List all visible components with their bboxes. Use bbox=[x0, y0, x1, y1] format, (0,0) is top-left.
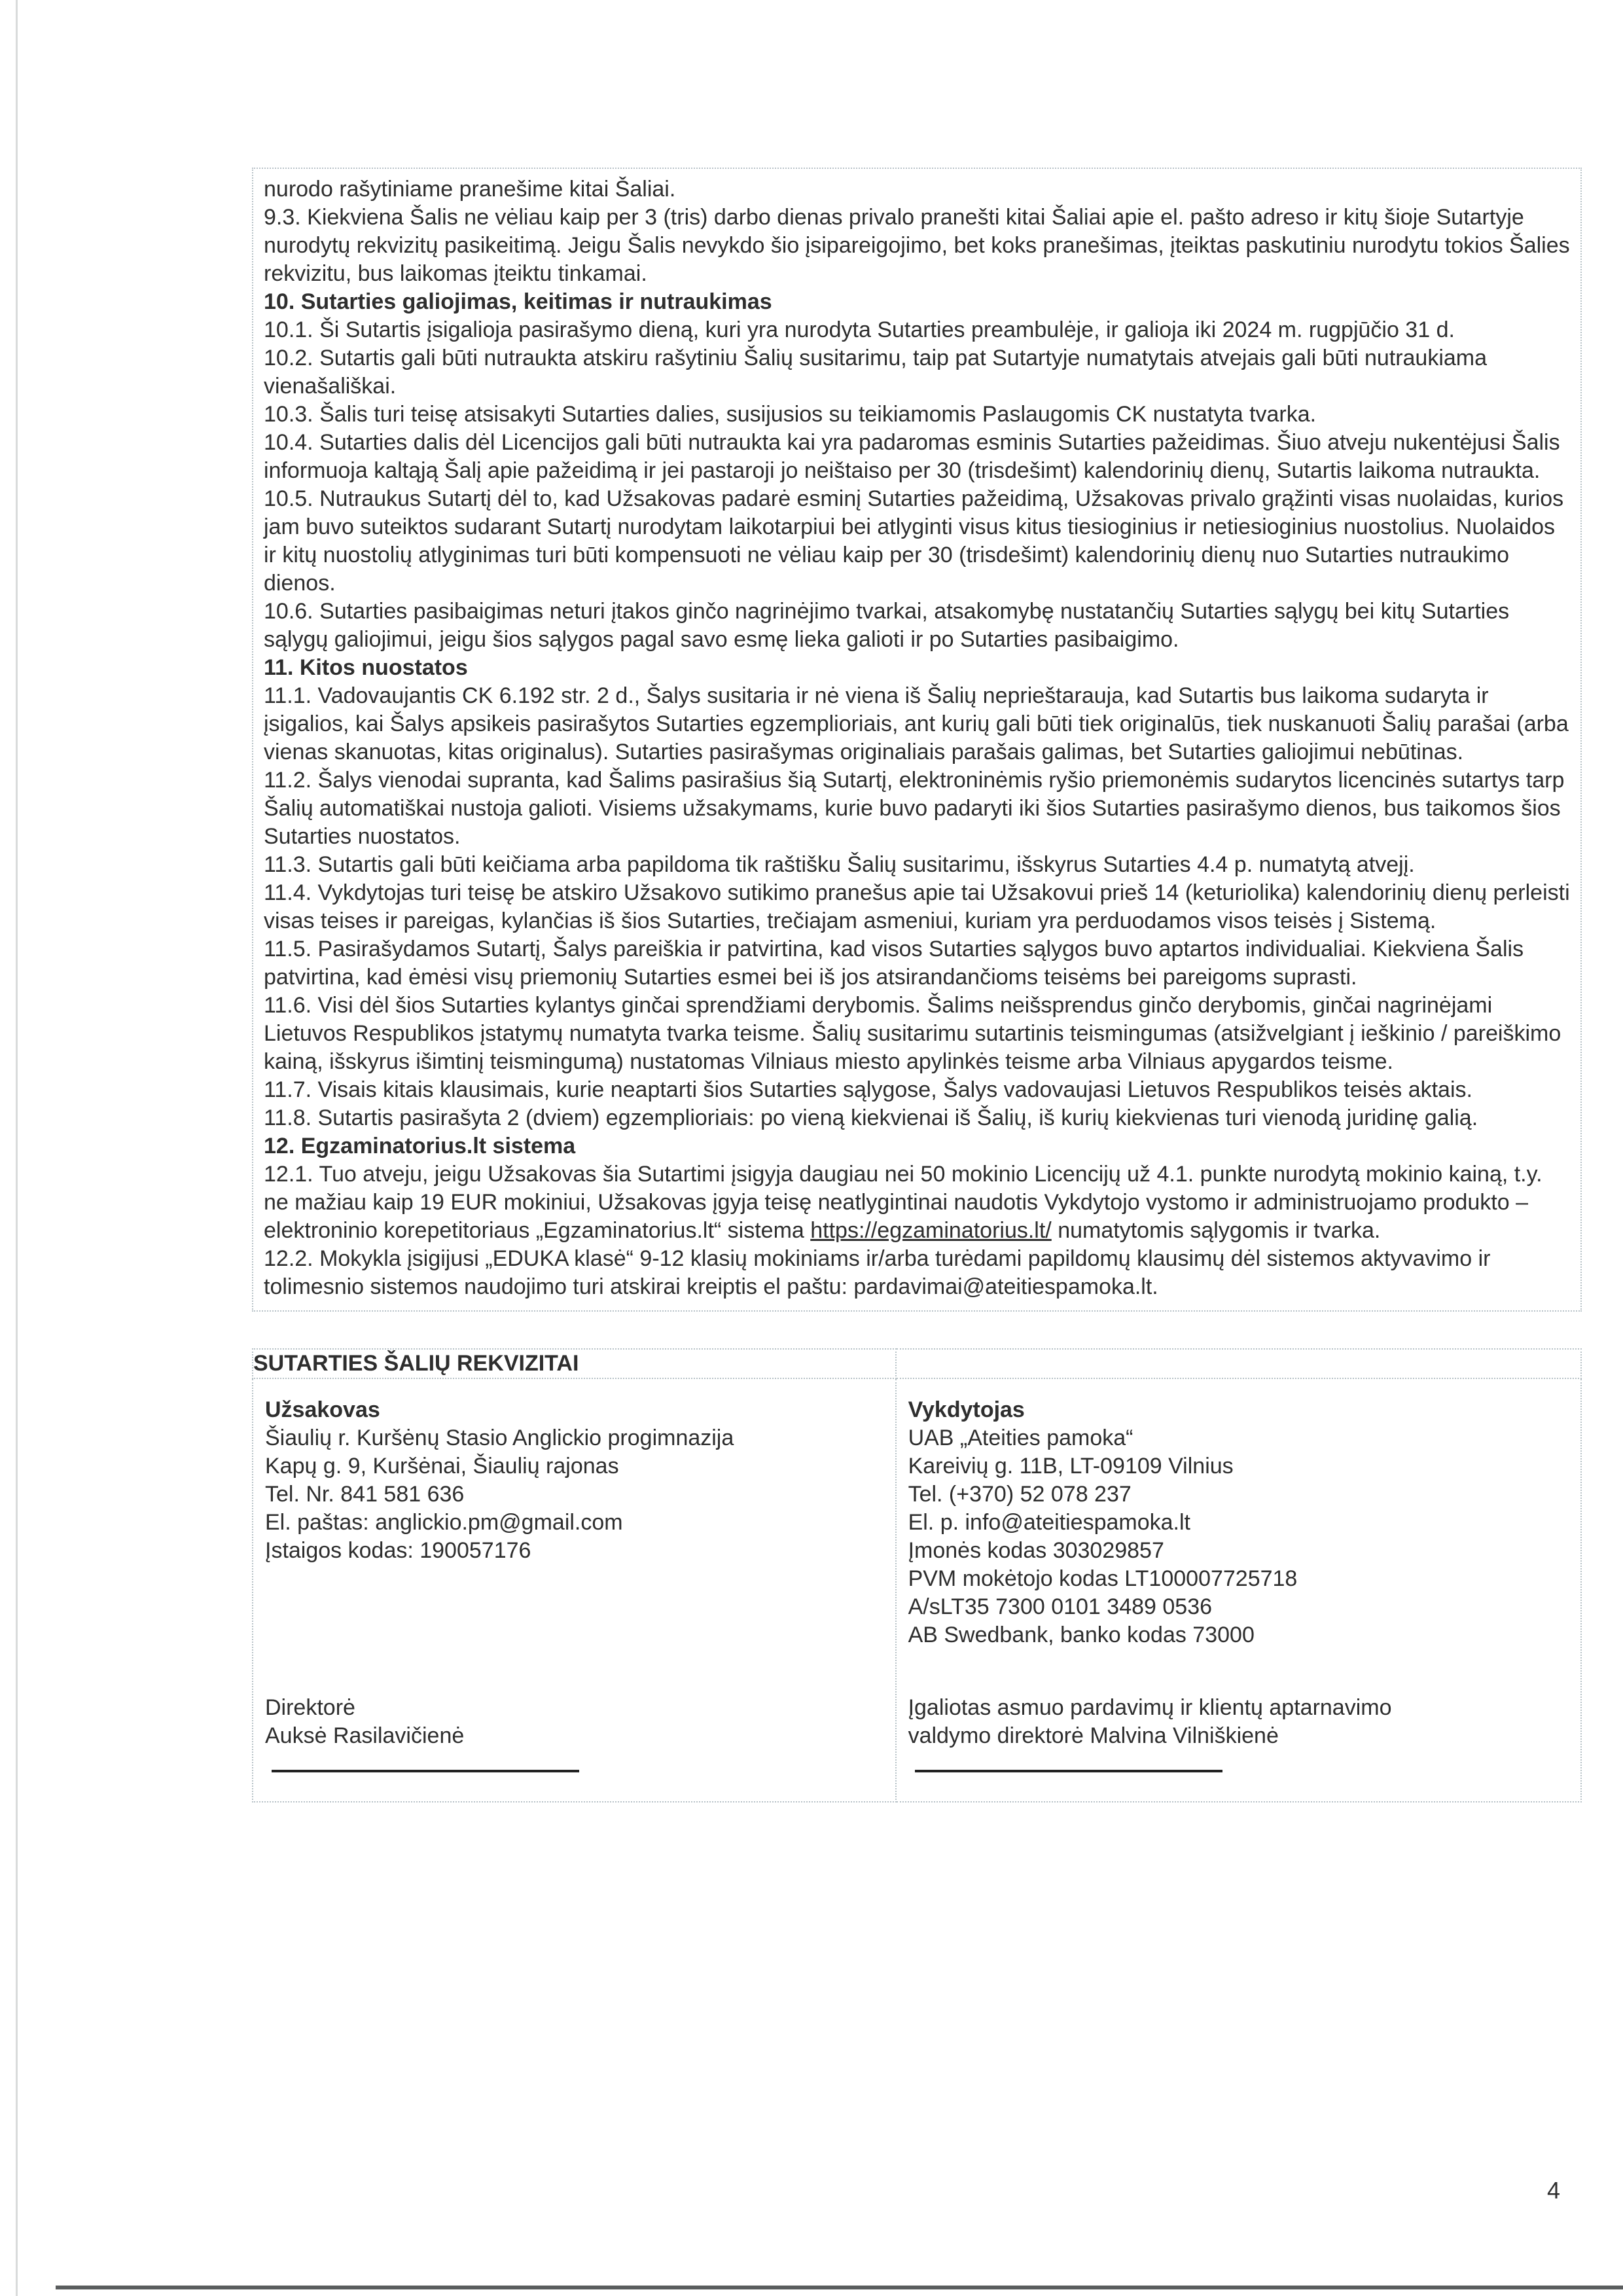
paragraph: 10.4. Sutarties dalis dėl Licencijos gali būti nutraukta kai yra padaromas esminis Sutarties pažeidimas. Šiuo atveju nukentėjusi Šalis informuoja kaltąją Šalį apie pažeidimą ir jei pastaroji jo neištaiso per 30 (trisdešimt) kalendorinių dienų, Sutartis laikoma nutraukta. bbox=[264, 430, 1560, 483]
executor-bank-account: A/sLT35 7300 0101 3489 0536 bbox=[908, 1594, 1213, 1619]
executor-details-cell bbox=[896, 1378, 1581, 1802]
executor-signatory-name: valdymo direktorė Malvina Vilniškienė bbox=[908, 1723, 1279, 1748]
main-text-block bbox=[252, 168, 1582, 1312]
executor-signature-block bbox=[908, 1694, 1569, 1775]
paragraph: 9.3. Kiekviena Šalis ne vėliau kaip per 3 (tris) darbo dienas privalo pranešti kitai Šaliai apie el. pašto adreso ir kitų šioje Sutartyje nurodytų rekvizitų pasikeitimą. Jeigu Šalis nevykdo šio įsipareigojimo, bet koks pranešimas, įteiktas paskutiniu nurodytu tokios Šalies rekvizitu, bus laikomas įteiktu tinkamai. bbox=[264, 205, 1570, 286]
requisites-title: SUTARTIES ŠALIŲ REKVIZITAI bbox=[253, 1349, 896, 1378]
paragraph: 10.3. Šalis turi teisę atsisakyti Sutarties dalies, susijusios su teikiamomis Paslaugomis CK nustatyta tvarka. bbox=[264, 402, 1317, 427]
client-signature-block bbox=[265, 1694, 883, 1775]
executor-signature-line bbox=[915, 1770, 1222, 1772]
scan-bottom-edge bbox=[56, 2286, 1623, 2289]
paragraph: 10.2. Sutartis gali būti nutraukta atskiru rašytiniu Šalių susitarimu, taip pat Sutartyje numatytais atvejais gali būti nutraukiama vienašališkai. bbox=[264, 346, 1488, 399]
client-company-code: Įstaigos kodas: 190057176 bbox=[265, 1538, 531, 1563]
client-email: El. paštas: anglickio.pm@gmail.com bbox=[265, 1510, 623, 1535]
client-phone: Tel. Nr. 841 581 636 bbox=[265, 1482, 465, 1507]
client-signature-line bbox=[272, 1770, 579, 1772]
client-signatory-name: Auksė Rasilavičienė bbox=[265, 1723, 465, 1748]
executor-name: UAB „Ateities pamoka“ bbox=[908, 1426, 1133, 1450]
paragraph: nurodo rašytiniame pranešime kitai Šaliai. bbox=[264, 177, 676, 202]
executor-email: El. p. info@ateitiespamoka.lt bbox=[908, 1510, 1190, 1535]
client-address: Kapų g. 9, Kuršėnai, Šiaulių rajonas bbox=[265, 1454, 619, 1479]
page-number: 4 bbox=[1546, 2177, 1560, 2204]
egzaminatorius-link[interactable]: https://egzaminatorius.lt/ bbox=[810, 1218, 1052, 1243]
paragraph: 10.6. Sutarties pasibaigimas neturi įtakos ginčo nagrinėjimo tvarkai, atsakomybę nustatančių Sutarties sąlygų bei kitų Sutarties sąlygų galiojimui, jeigu šios sąlygos pagal savo esmę lieka galioti ir po Sutarties pasibaigimo. bbox=[264, 599, 1510, 652]
paragraph: 11.7. Visais kitais klausimais, kurie neaptarti šios Sutarties sąlygose, Šalys vadovaujasi Lietuvos Respublikos teisės aktais. bbox=[264, 1077, 1472, 1102]
executor-vat-code: PVM mokėtojo kodas LT100007725718 bbox=[908, 1566, 1298, 1591]
section-heading-11: 11. Kitos nuostatos bbox=[264, 655, 468, 680]
client-details-cell bbox=[253, 1378, 896, 1802]
requisites-header-empty-cell bbox=[896, 1349, 1581, 1378]
paragraph-text: numatytomis sąlygomis ir tvarka. bbox=[1051, 1218, 1381, 1243]
executor-bank: AB Swedbank, banko kodas 73000 bbox=[908, 1623, 1255, 1647]
paragraph: 11.1. Vadovaujantis CK 6.192 str. 2 d., Šalys susitaria ir nė viena iš Šalių neprieštarauja, kad Sutartis bus laikoma sudaryta ir įsigalios, kai Šalys apsikeis pasirašytos Sutarties egzemplioriais, ant kurių gali būti tiek originalūs, tiek nuskanuoti Šalių parašai (arba vienas skanuotas, kitas originalus). Sutarties pasirašymas originaliais parašais galimas, bet Sutarties galiojimui nebūtinas. bbox=[264, 683, 1569, 764]
requisites-section bbox=[252, 1348, 1582, 1803]
paragraph: 11.2. Šalys vienodai supranta, kad Šalims pasirašius šią Sutartį, elektroninėmis ryšio priemonėmis sudarytos licencinės sutartys tarp Šalių automatiškai nustoja galioti. Visiems užsakymams, kurie buvo padaryti iki šios Sutarties pasirašymo dienos, bus taikomos šios Sutarties nuostatos. bbox=[264, 768, 1565, 849]
paragraph: 11.3. Sutartis gali būti keičiama arba papildoma tik raštišku Šalių susitarimu, išskyrus Sutarties 4.4 p. numatytą atvejį. bbox=[264, 852, 1415, 877]
paragraph: 10.5. Nutraukus Sutartį dėl to, kad Užsakovas padarė esminį Sutarties pažeidimą, Užsakovas privalo grąžinti visas nuolaidas, kurios jam buvo suteiktos sudarant Sutartį nurodytam laikotarpiui bei atlyginti visus kitus tiesioginius ir netiesioginius nuostolius. Nuolaidos ir kitų nuostolių atlyginimas turi būti kompensuoti ne vėliau kaip per 30 (trisdešimt) kalendorinių dienų nuo Sutarties nutraukimo dienos. bbox=[264, 486, 1564, 596]
requisites-body-row bbox=[253, 1378, 1581, 1802]
executor-role-label: Vykdytojas bbox=[908, 1397, 1025, 1422]
paragraph-12-1 bbox=[264, 1160, 1570, 1245]
paragraph: 11.5. Pasirašydamos Sutartį, Šalys pareiškia ir patvirtina, kad visos Sutarties sąlygos buvo aptartos individualiai. Kiekviena Šalis patvirtina, kad ėmėsi visų priemonių Sutarties esmei bei iš jos atsirandančioms teisėms bei pareigoms suprasti. bbox=[264, 937, 1524, 990]
client-signatory-title: Direktorė bbox=[265, 1695, 355, 1720]
section-heading-10: 10. Sutarties galiojimas, keitimas ir nutraukimas bbox=[264, 289, 772, 314]
executor-phone: Tel. (+370) 52 078 237 bbox=[908, 1482, 1132, 1507]
scan-left-edge bbox=[16, 0, 18, 2296]
client-role-label: Užsakovas bbox=[265, 1397, 380, 1422]
paragraph: 12.2. Mokykla įsigijusi „EDUKA klasė“ 9-12 klasių mokiniams ir/arba turėdami papildomų klausimų dėl sistemos aktyvavimo ir tolimesnio sistemos naudojimo turi atskirai kreiptis el paštu: pardavimai@ateitiespamoka.lt. bbox=[264, 1246, 1491, 1299]
executor-signatory-title: Įgaliotas asmuo pardavimų ir klientų aptarnavimo bbox=[908, 1695, 1392, 1720]
executor-company-code: Įmonės kodas 303029857 bbox=[908, 1538, 1164, 1563]
client-name: Šiaulių r. Kuršėnų Stasio Anglickio progimnazija bbox=[265, 1426, 734, 1450]
paragraph: 10.1. Ši Sutartis įsigalioja pasirašymo dieną, kuri yra nurodyta Sutarties preambulėje, ir galioja iki 2024 m. rugpjūčio 31 d. bbox=[264, 317, 1455, 342]
page-content bbox=[252, 168, 1582, 1803]
section-heading-12: 12. Egzaminatorius.lt sistema bbox=[264, 1134, 576, 1158]
paragraph: 11.4. Vykdytojas turi teisę be atskiro Užsakovo sutikimo pranešus apie tai Užsakovui prieš 14 (keturiolika) kalendorinių dienų perleisti visas teises ir pareigas, kylančias iš šios Sutarties, trečiajam asmeniui, kuriam yra perduodamos visos teisės į Sistemą. bbox=[264, 880, 1570, 933]
paragraph: 11.8. Sutartis pasirašyta 2 (dviem) egzemplioriais: po vieną kiekvienai iš Šalių, iš kurių kiekvienas turi vienodą juridinę galią. bbox=[264, 1105, 1478, 1130]
requisites-table bbox=[252, 1348, 1582, 1803]
paragraph: 11.6. Visi dėl šios Sutarties kylantys ginčai sprendžiami derybomis. Šalims neišsprendus ginčo derybomis, ginčai nagrinėjami Lietuvos Respublikos įstatymų numatyta tvarka teisme. Šalių susitarimu sutartinis teismingumas (atsižvelgiant į ieškinio / pareiškimo kainą, išskyrus išimtinį teismingumą) nustatomas Vilniaus miesto apylinkės teisme arba Vilniaus apygardos teisme. bbox=[264, 993, 1561, 1074]
paragraph-text: 12.1. Tuo atveju, jeigu Užsakovas šia Sutartimi įsigyja daugiau nei 50 mokinio Licencijų už 4.1. punkte nurodytą mokinio kainą, t.y. ne mažiau kaip 19 EUR mokiniui, Užsakovas įgyja teisę neatlygintinai naudotis Vykdytojo vystomo ir administruojamo produkto – elektroninio korepetitoriaus „Egzaminatorius.lt“ sistema bbox=[264, 1162, 1543, 1243]
requisites-header-row bbox=[253, 1349, 1581, 1378]
executor-address: Kareivių g. 11B, LT-09109 Vilnius bbox=[908, 1454, 1234, 1479]
